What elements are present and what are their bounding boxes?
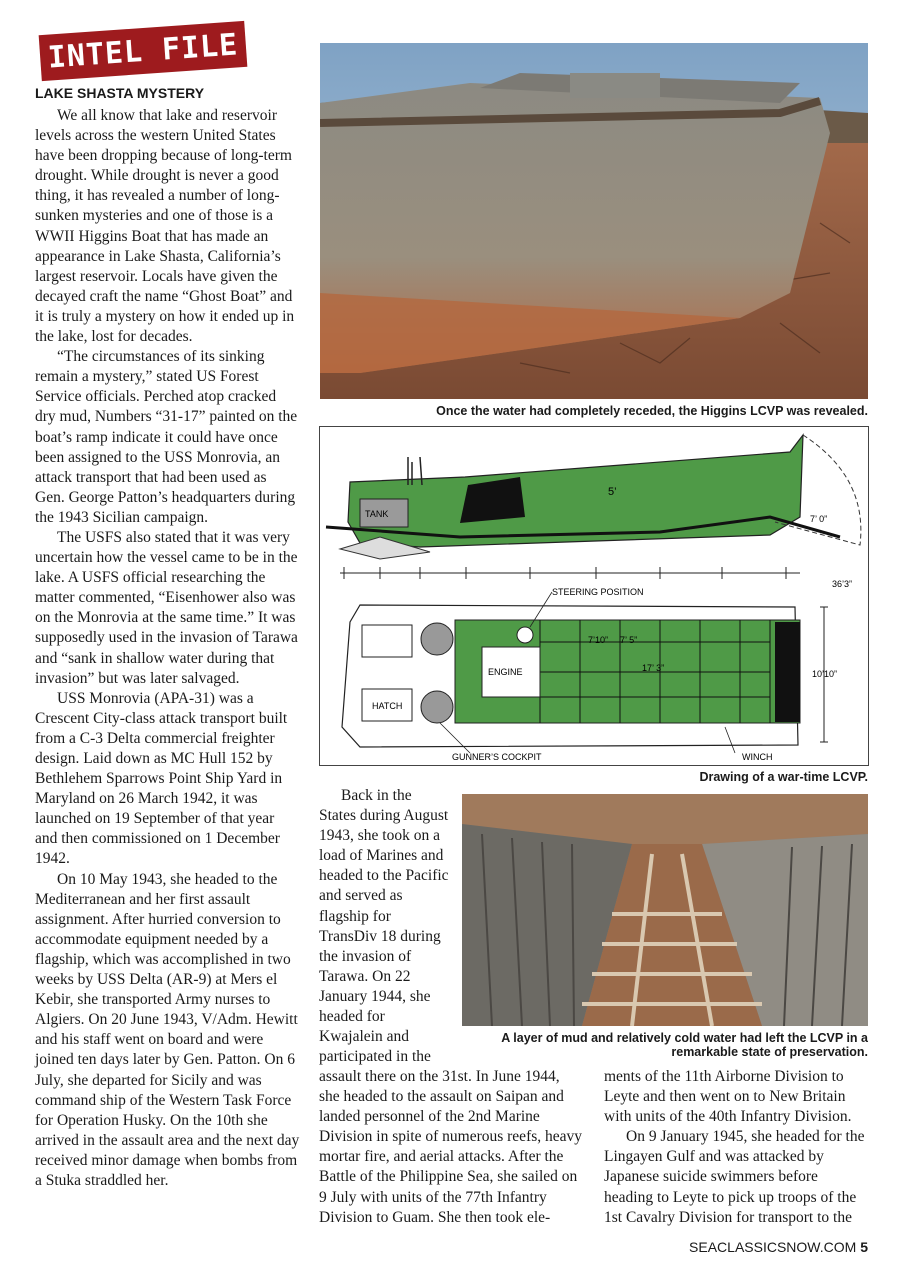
hull-side-profile — [348, 435, 803, 547]
paragraph: We all know that lake and reservoir levels across the western United States have been dropping because of long-term drought. While drought is never a good thing, it has revealed a number of long-sunken mysteries and one of those is a WWII Higgins Boat that has made an appearance in Lake Shasta, California’s largest reservoir. Locals have given the decayed craft the name “Ghost Boat” and it is truly a mystery on how it ended up in the lake, lost for decades. — [35, 107, 295, 346]
banner-text: INTEL FILE — [46, 26, 240, 76]
intel-file-banner — [39, 21, 248, 81]
page-number: 5 — [860, 1239, 868, 1255]
article-column-1 — [35, 106, 300, 1191]
lcvp-diagram — [319, 426, 869, 766]
label-tank: TANK — [365, 509, 389, 519]
article-column-2-top — [319, 786, 449, 1067]
paragraph: Back in the States during August 1943, she took on a load of Marines and headed to the Pacific and served as flagship for TransDiv 18 during the invasion of Tarawa. On 22 January 1944, she headed for Kwajalein and participated in the — [319, 787, 449, 1066]
label-dim2: 7’ 5” — [620, 635, 638, 645]
label-ramp: 7’ 0” — [810, 514, 828, 524]
label-engine: ENGINE — [488, 667, 523, 677]
higgins-boat-photo — [320, 43, 868, 399]
article-column-3 — [604, 1067, 870, 1228]
page-footer — [689, 1239, 868, 1255]
label-hatch: HATCH — [372, 701, 403, 711]
label-steering: STEERING POSITION — [552, 587, 644, 597]
article-column-2-bottom — [319, 1067, 584, 1228]
label-dim3: 17’ 3” — [642, 663, 665, 673]
diagram-caption: Drawing of a war-time LCVP. — [699, 770, 868, 784]
label-gunners: GUNNER’S COCKPIT — [452, 752, 542, 762]
interior-photo-caption: A layer of mud and relatively cold water had left the LCVP in a remarkable state of preservation. — [501, 1031, 868, 1059]
photo-caption: Once the water had completely receded, the Higgins LCVP was revealed. — [436, 404, 868, 418]
label-winch: WINCH — [742, 752, 773, 762]
lcvp-interior-photo — [462, 794, 868, 1026]
footer-site: SEACLASSICSNOW.COM — [689, 1239, 857, 1255]
label-dim1: 7’10” — [588, 635, 609, 645]
label-height: 5’ — [608, 486, 617, 498]
label-beam: 10’10” — [812, 669, 838, 679]
label-length: 36’3” — [832, 579, 853, 589]
paragraph: The USFS also stated that it was very uncertain how the vessel came to be in the lake. A USFS official researching the matter commented, “Eisenhower also was on the Monrovia at the same time.” It was supposedly used in the invasion of Tarawa and “sank in shallow water during that invasion” but was later salvaged. — [35, 528, 298, 687]
article-headline: LAKE SHASTA MYSTERY — [35, 85, 205, 101]
paragraph: “The circumstances of its sinking remain a mystery,” stated US Forest Service officials. Perched atop cracked dry mud, Numbers “31-17” painted on the boat’s ramp indicate it could have once been assigned to the USS Monrovia, an attack transport that had been used as Gen. George Patton’s headquarters during the 1943 Sicilian campaign. — [35, 348, 298, 526]
paragraph: On 9 January 1945, she headed for the Lingayen Gulf and was attacked by Japanese suicide swimmers before heading to Leyte to pick up troops of the 1st Cavalry Division for transport to the — [604, 1128, 865, 1226]
paragraph: On 10 May 1943, she headed to the Mediterranean and her first assault assignment. After hurried conversion to accommodate equipment needed by a flagship, which was accomplished in two weeks by USS Delta (AR-9) at Mers el Kebir, she transported Army nurses to Algiers. On 20 June 1943, V/Adm. Hewitt and his staff went on board and were joined ten days later by Gen. Patton. On 6 July, she departed for Sicily and was command ship of the Western Task Force for Operation Husky. On the 10th she arrived in the assault area and the next day received minor damage when bombs from a Stuka straddled her. — [35, 870, 300, 1189]
paragraph: assault there on the 31st. In June 1944, she headed to the assault on Saipan and landed personnel of the 2nd Marine Division in spite of numerous reefs, heavy mortar fire, and aerial attacks. After the Battle of the Philippine Sea, she sailed on 9 July with units of the 77th Infantry Division to Guam. She then took ele- — [319, 1068, 583, 1226]
paragraph: USS Monrovia (APA-31) was a Crescent City-class attack transport built from a C-3 Delta commercial freighter design. Laid down as MC Hull 152 by Bethlehem Sparrows Point Ship Yard in Maryland on 26 March 1942, it was launched on 19 September of that year and then commissioned on 1 December 1942. — [35, 689, 288, 868]
paragraph: ments of the 11th Airborne Division to Leyte and then went on to New Britain with units of the 40th Infantry Division. — [604, 1068, 852, 1126]
